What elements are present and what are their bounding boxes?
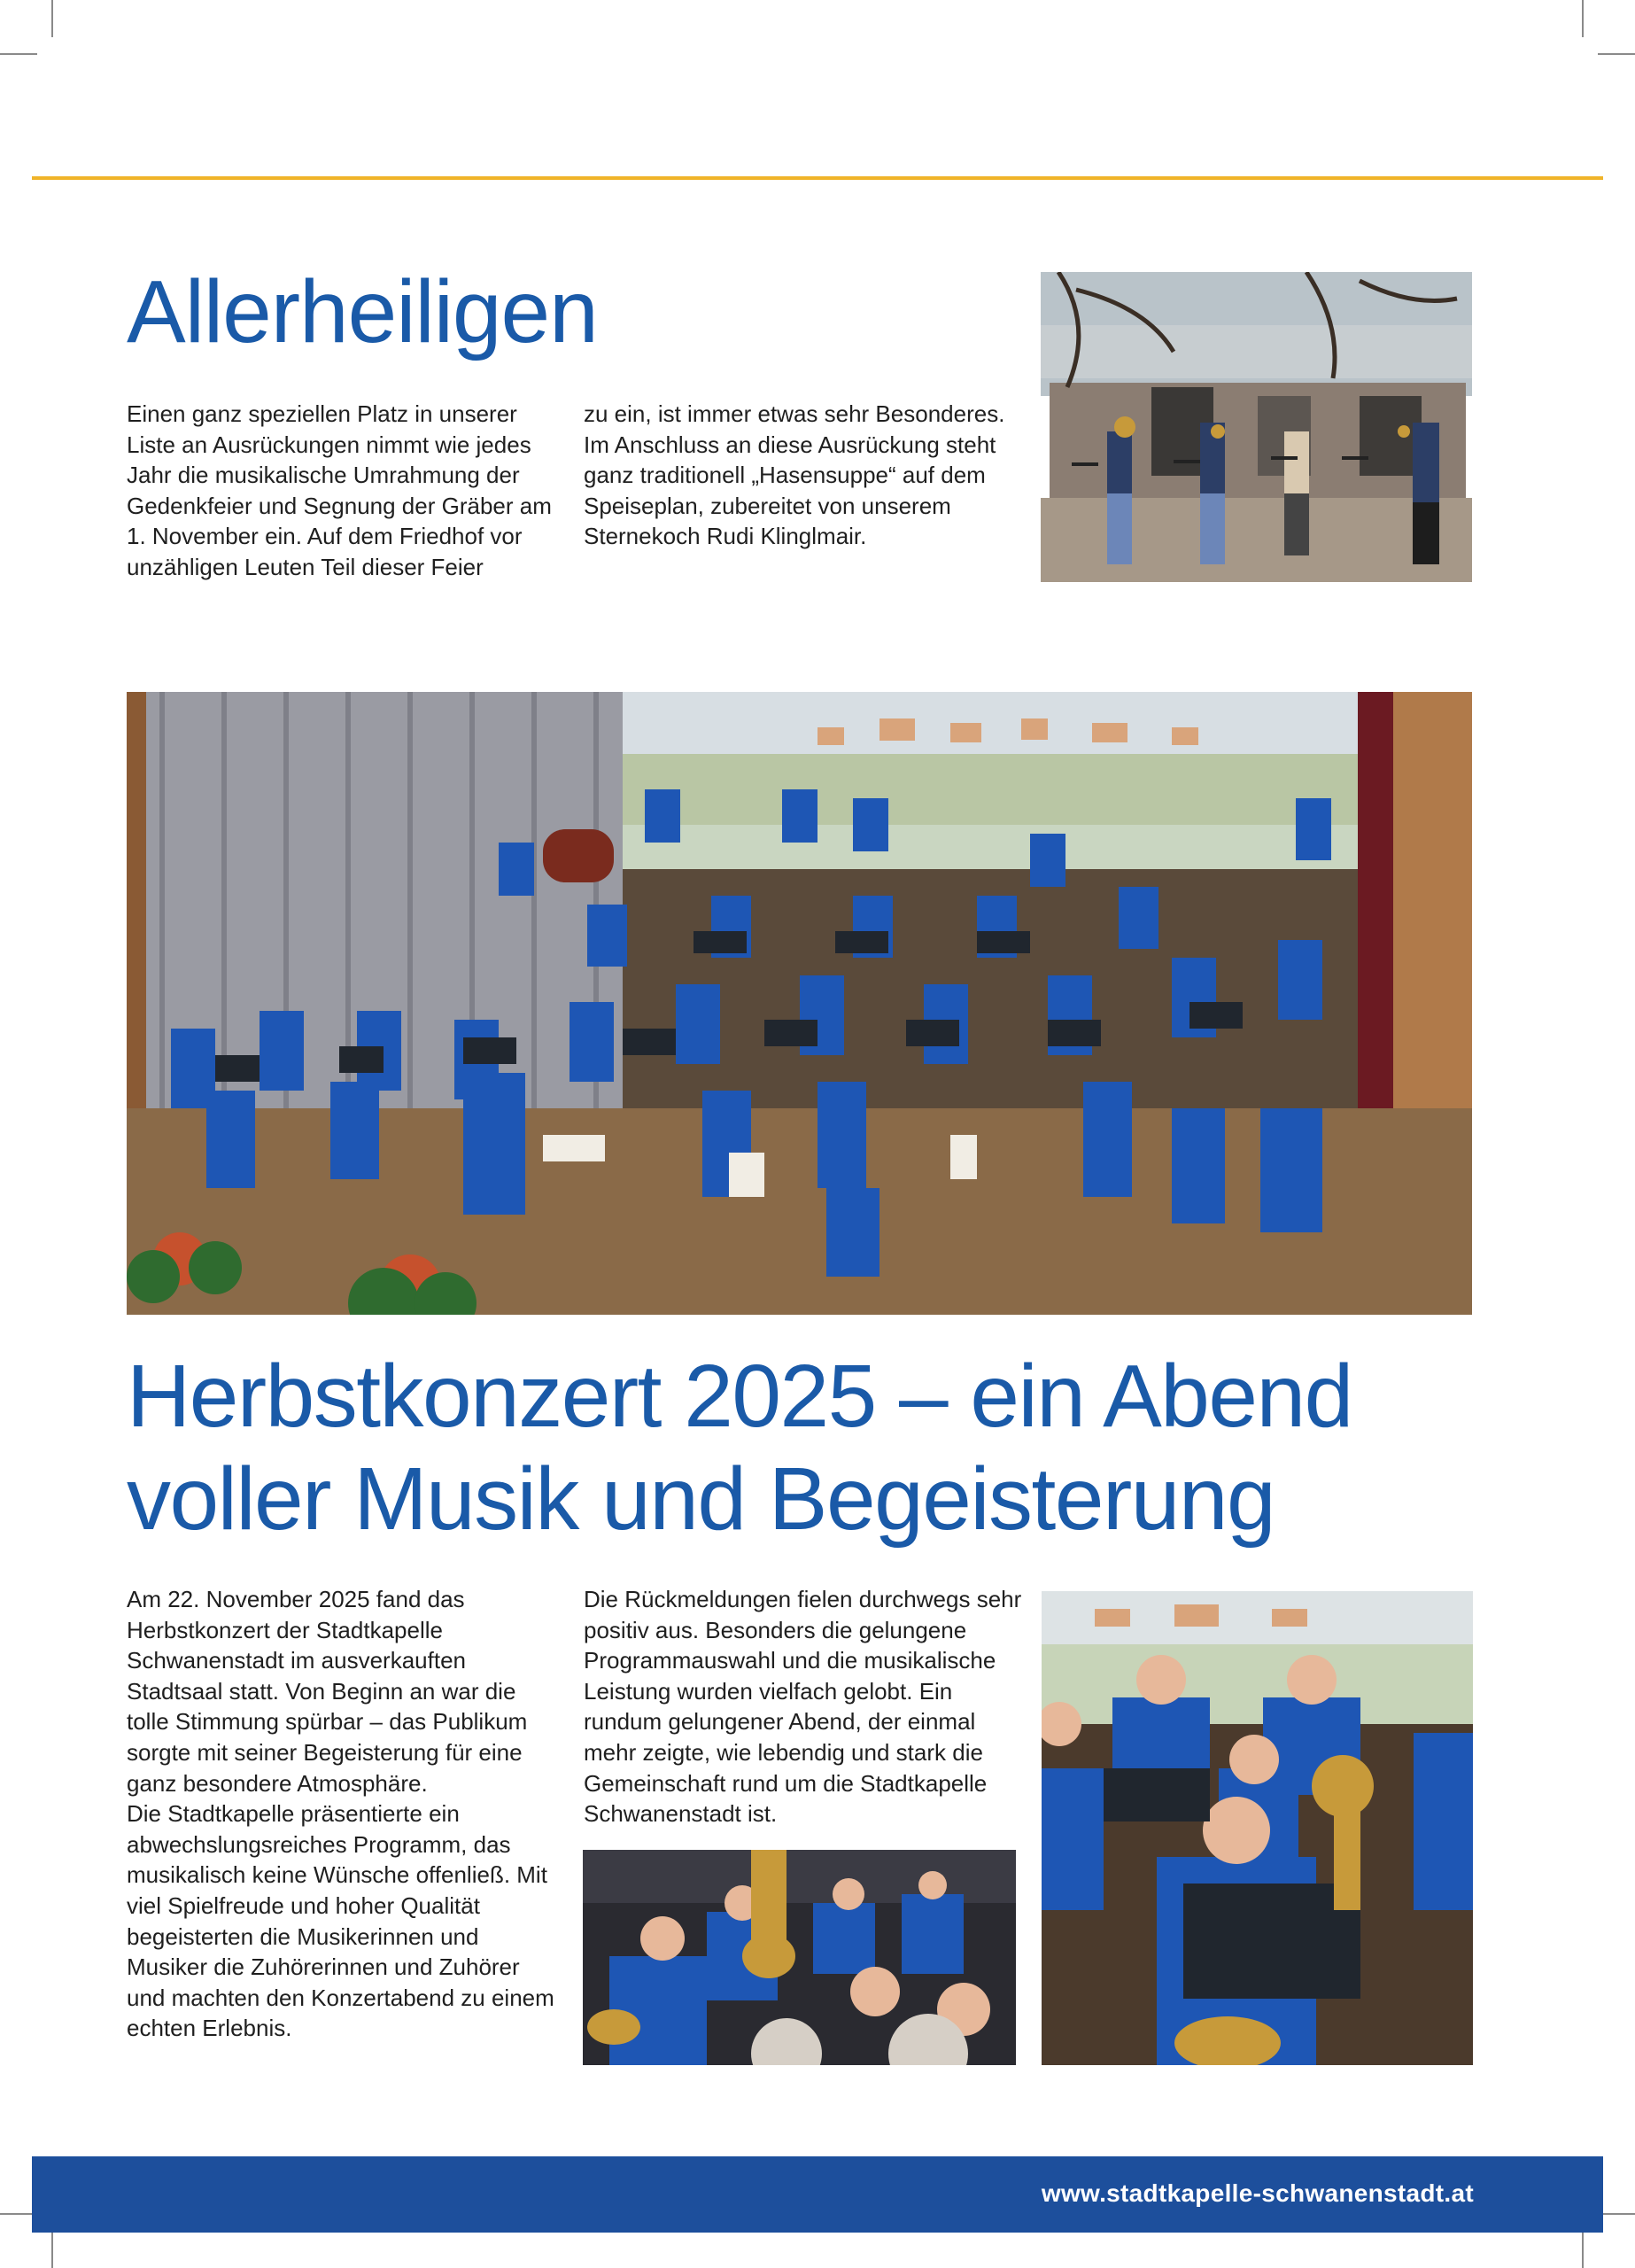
title-line-1: Herbstkonzert 2025 – ein Abend <box>127 1347 1352 1446</box>
crop-mark <box>1582 2231 1584 2268</box>
section-title-allerheiligen: Allerheiligen <box>127 262 598 361</box>
crop-mark <box>1598 2213 1635 2215</box>
allerheiligen-column-2 <box>584 399 1018 552</box>
crop-mark <box>0 53 37 55</box>
cemetery-photo <box>1041 272 1472 582</box>
crop-mark <box>51 0 53 37</box>
herbstkonzert-column-1 <box>127 1584 561 2044</box>
concert-stage-photo <box>127 692 1472 1315</box>
crop-mark <box>1582 0 1584 37</box>
herbstkonzert-text-1a: Am 22. November 2025 fand das Herbstkonzert der Stadtkapelle Schwanenstadt im ausverkauften Stadtsaal statt. Von Beginn an war die tolle Stimmung spürbar – das Publikum sorgte mit seiner Begeisterung für eine ganz besondere Atmosphäre. <box>127 1586 528 1797</box>
allerheiligen-text-2: zu ein, ist immer etwas sehr Besonderes. Im Anschluss an diese Ausrückung steht ganz traditionell „Hasensuppe“ auf dem Speiseplan, zubereitet von unserem Sternekoch Rudi Klinglmair. <box>584 400 1005 550</box>
section-title-herbstkonzert <box>127 1345 1508 1550</box>
header-rule <box>32 176 1603 180</box>
herbstkonzert-column-2 <box>584 1584 1027 1829</box>
crop-mark <box>51 2231 53 2268</box>
allerheiligen-column-1 <box>127 399 561 583</box>
brass-players-photo <box>583 1850 1016 2065</box>
allerheiligen-text-1: Einen ganz speziellen Platz in unserer Liste an Ausrückungen nimmt wie jedes Jahr die musikalische Umrahmung der Gedenkfeier und Segnung der Gräber am 1. November ein. Auf dem Friedhof vor unzähligen Leuten Teil dieser Feier <box>127 400 552 580</box>
herbstkonzert-text-1b: Die Stadtkapelle präsentierte ein abwechslungsreiches Programm, das musikalisch keine Wünsche offenließ. Mit viel Spielfreude und hoher Qualität begeisterten die Musikerinnen und Musiker die Zuhörerinnen und Zuhörer und machten den Konzertabend zu einem echten Erlebnis. <box>127 1800 554 2042</box>
title-line-2: voller Musik und Begeisterung <box>127 1449 1275 1549</box>
footer-bar <box>32 2156 1603 2233</box>
young-musicians-photo <box>1042 1591 1473 2065</box>
crop-mark <box>1598 53 1635 55</box>
footer-website-link[interactable]: www.stadtkapelle-schwanenstadt.at <box>1041 2179 1474 2207</box>
herbstkonzert-text-2: Die Rückmeldungen fielen durchwegs sehr positiv aus. Besonders die gelungene Programmauswahl und die musikalische Leistung wurden vielfach gelobt. Ein rundum gelungener Abend, der einmal mehr zeigte, wie lebendig und stark die Gemeinschaft rund um die Stadtkapelle Schwanenstadt ist. <box>584 1586 1022 1828</box>
